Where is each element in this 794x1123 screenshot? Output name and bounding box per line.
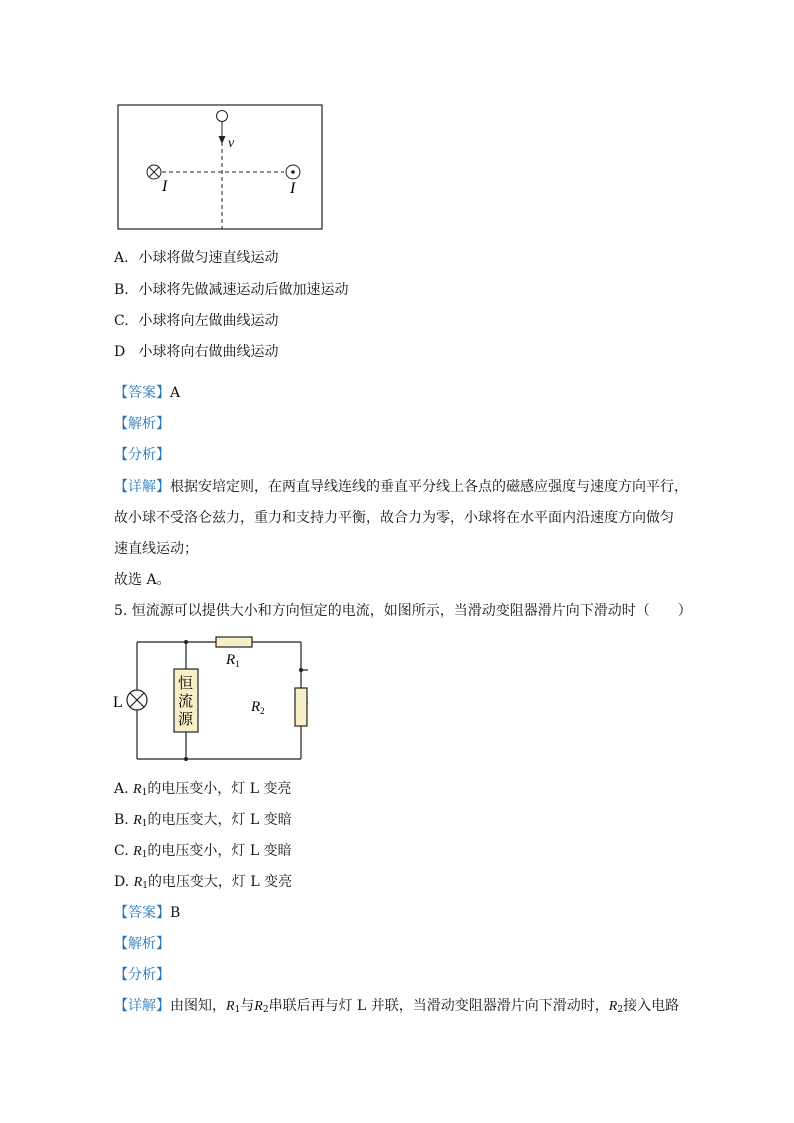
q5-option-b: B. $R_1$的电压变大，灯 L 变暗 xyxy=(114,812,292,829)
q5-answer: 【答案】B xyxy=(114,905,181,921)
q5-question: 5. 恒流源可以提供大小和方向恒定的电流，如图所示，当滑动变阻器滑片向下滑动时（ ） xyxy=(114,603,692,619)
q4-answer: 【答案】A xyxy=(114,385,181,401)
q5-analysis-tag: 【解析】 xyxy=(114,936,170,952)
q5-option-d: D. $R_1$的电压变大，灯 L 变亮 xyxy=(114,874,293,891)
r1-label: $R_1$ xyxy=(226,652,240,669)
q5-fenxi-tag: 【分析】 xyxy=(114,967,170,983)
velocity-label: v xyxy=(228,136,235,151)
q4-option-a: A. 小球将做匀速直线运动 xyxy=(114,250,279,266)
q5-detail-line1: 【详解】由图知，$R_1$与$R_2$串联后再与灯 L 并联，当滑动变阻器滑片向下滑动时，$R_2$接入电路 xyxy=(114,998,680,1015)
rheostat-r2 xyxy=(295,688,307,726)
lamp-label: L xyxy=(113,694,123,711)
current-label-left: I xyxy=(162,178,168,195)
current-label-right: I xyxy=(290,180,296,197)
ball xyxy=(217,111,228,122)
q4-detail-line3: 速直线运动； xyxy=(114,541,198,557)
source-char-1: 恒 xyxy=(178,676,194,692)
q4-conclusion: 故选 A。 xyxy=(114,572,171,588)
q4-option-d: D 小球将向右做曲线运动 xyxy=(114,344,279,360)
source-char-3: 源 xyxy=(178,712,194,728)
figure-circuit xyxy=(108,630,308,765)
figure-wires-ball xyxy=(110,100,330,235)
q4-fenxi-tag: 【分析】 xyxy=(114,447,170,463)
q4-option-c: C. 小球将向左做曲线运动 xyxy=(114,313,279,329)
q4-detail-line2: 故小球不受洛仑兹力，重力和支持力平衡，故合力为零，小球将在水平面内沿速度方向做匀 xyxy=(114,510,674,526)
q5-option-a: A. $R_1$的电压变小，灯 L 变亮 xyxy=(114,781,292,798)
velocity-arrow xyxy=(219,136,226,144)
q4-analysis-tag: 【解析】 xyxy=(114,416,170,432)
source-char-2: 流 xyxy=(178,694,194,710)
q5-option-c: C. $R_1$的电压变小，灯 L 变暗 xyxy=(114,843,292,860)
q4-option-b: B. 小球将先做减速运动后做加速运动 xyxy=(114,282,349,298)
resistor-r1 xyxy=(216,637,252,647)
r2-label: $R_2$ xyxy=(251,699,265,716)
q4-detail-line1: 【详解】根据安培定则，在两直导线连线的垂直平分线上各点的磁感应强度与速度方向平行， xyxy=(114,479,688,495)
